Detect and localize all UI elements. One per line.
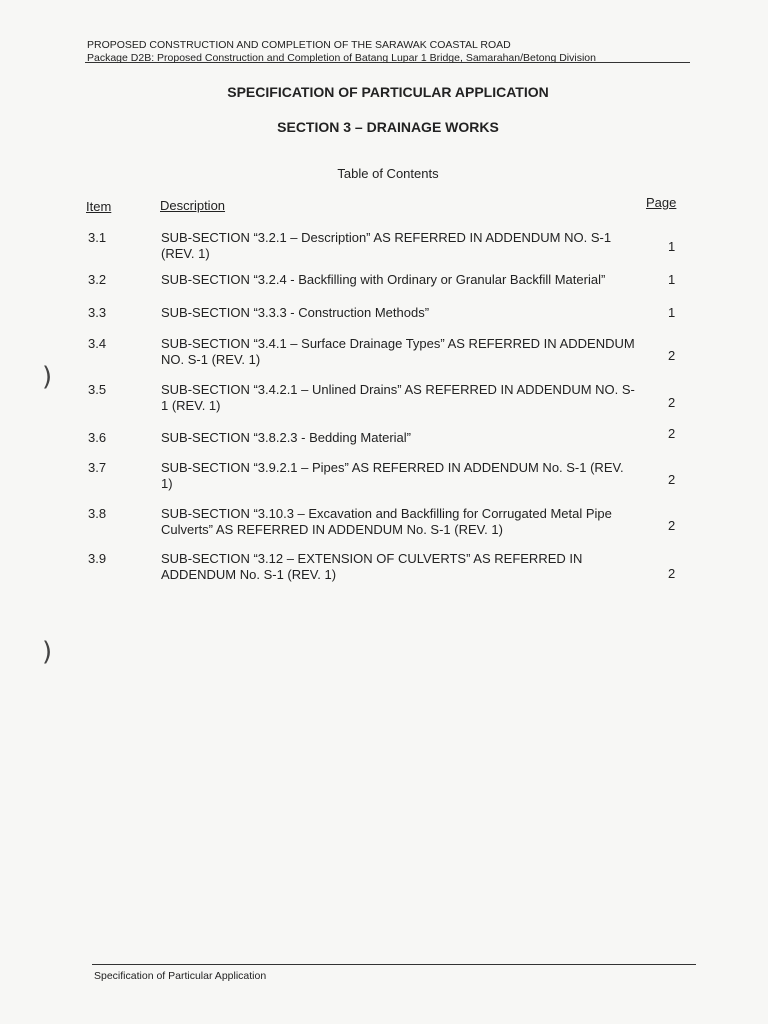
toc-item-page: 2 [668, 472, 676, 487]
toc-title: Table of Contents [337, 166, 439, 181]
column-header-item: Item [86, 199, 112, 214]
toc-description-line: SUB-SECTION “3.9.2.1 – Pipes” AS REFERRED IN ADDENDUM No. S-1 (REV. [161, 460, 624, 475]
toc-item-number: 3.8 [88, 506, 107, 521]
toc-item-page: 1 [668, 272, 676, 287]
toc-item-number: 3.5 [88, 382, 107, 397]
punch-hole-mark: ) [42, 637, 53, 667]
toc-item-number: 3.2 [88, 272, 107, 287]
toc-item-page: 1 [668, 239, 676, 254]
document-footer: Specification of Particular Application [94, 970, 267, 982]
toc-item-page: 2 [668, 348, 676, 363]
toc-item-number: 3.7 [88, 460, 107, 475]
toc-item-description [161, 305, 681, 321]
toc-item-description [161, 460, 681, 492]
toc-description-line: SUB-SECTION “3.3.3 - Construction Methods” [161, 305, 430, 320]
toc-item-number: 3.9 [88, 551, 107, 566]
header-line-2: Package D2B: Proposed Construction and Completion of Batang Lupar 1 Bridge, Samarahan/Betong Division [87, 52, 596, 64]
toc-item-description [161, 382, 681, 414]
toc-description-line: ADDENDUM No. S-1 (REV. 1) [161, 567, 337, 582]
section-title: SECTION 3 – DRAINAGE WORKS [277, 119, 499, 135]
toc-item-description [161, 506, 681, 538]
toc-item-page: 2 [668, 395, 676, 410]
document-title: SPECIFICATION OF PARTICULAR APPLICATION [227, 84, 549, 100]
toc-description-line: SUB-SECTION “3.2.1 – Description” AS REFERRED IN ADDENDUM NO. S-1 [161, 230, 612, 245]
toc-description-line: NO. S-1 (REV. 1) [161, 352, 261, 367]
toc-item-number: 3.3 [88, 305, 107, 320]
toc-item-page: 2 [668, 518, 676, 533]
toc-description-line: SUB-SECTION “3.4.1 – Surface Drainage Types” AS REFERRED IN ADDENDUM [161, 336, 635, 351]
toc-description-line: SUB-SECTION “3.10.3 – Excavation and Backfilling for Corrugated Metal Pipe [161, 506, 612, 521]
toc-description-line: (REV. 1) [161, 246, 210, 261]
toc-item-page: 2 [668, 566, 676, 581]
toc-description-line: SUB-SECTION “3.4.2.1 – Unlined Drains” AS REFERRED IN ADDENDUM NO. S- [161, 382, 635, 397]
toc-item-page: 2 [668, 426, 676, 441]
toc-description-line: 1) [161, 476, 173, 491]
header-line-1: PROPOSED CONSTRUCTION AND COMPLETION OF THE SARAWAK COASTAL ROAD [87, 39, 511, 51]
punch-hole-mark: ) [42, 362, 53, 392]
toc-item-description [161, 336, 681, 368]
toc-item-number: 3.6 [88, 430, 107, 445]
toc-description-line: Culverts” AS REFERRED IN ADDENDUM No. S-1 (REV. 1) [161, 522, 503, 537]
toc-description-line: SUB-SECTION “3.12 – EXTENSION OF CULVERTS” AS REFERRED IN [161, 551, 583, 566]
toc-description-line: SUB-SECTION “3.8.2.3 - Bedding Material” [161, 430, 411, 445]
toc-item-description [161, 272, 681, 288]
toc-item-description [161, 551, 681, 583]
column-header-description: Description [160, 198, 226, 213]
toc-item-page: 1 [668, 305, 676, 320]
footer-rule [92, 964, 696, 965]
toc-description-line: SUB-SECTION “3.2.4 - Backfilling with Ordinary or Granular Backfill Material” [161, 272, 606, 287]
toc-item-number: 3.1 [88, 230, 107, 245]
column-header-page: Page [646, 195, 677, 210]
toc-description-line: 1 (REV. 1) [161, 398, 221, 413]
toc-item-description [161, 230, 681, 262]
header-rule [85, 62, 690, 63]
toc-item-description [161, 430, 681, 446]
toc-item-number: 3.4 [88, 336, 107, 351]
